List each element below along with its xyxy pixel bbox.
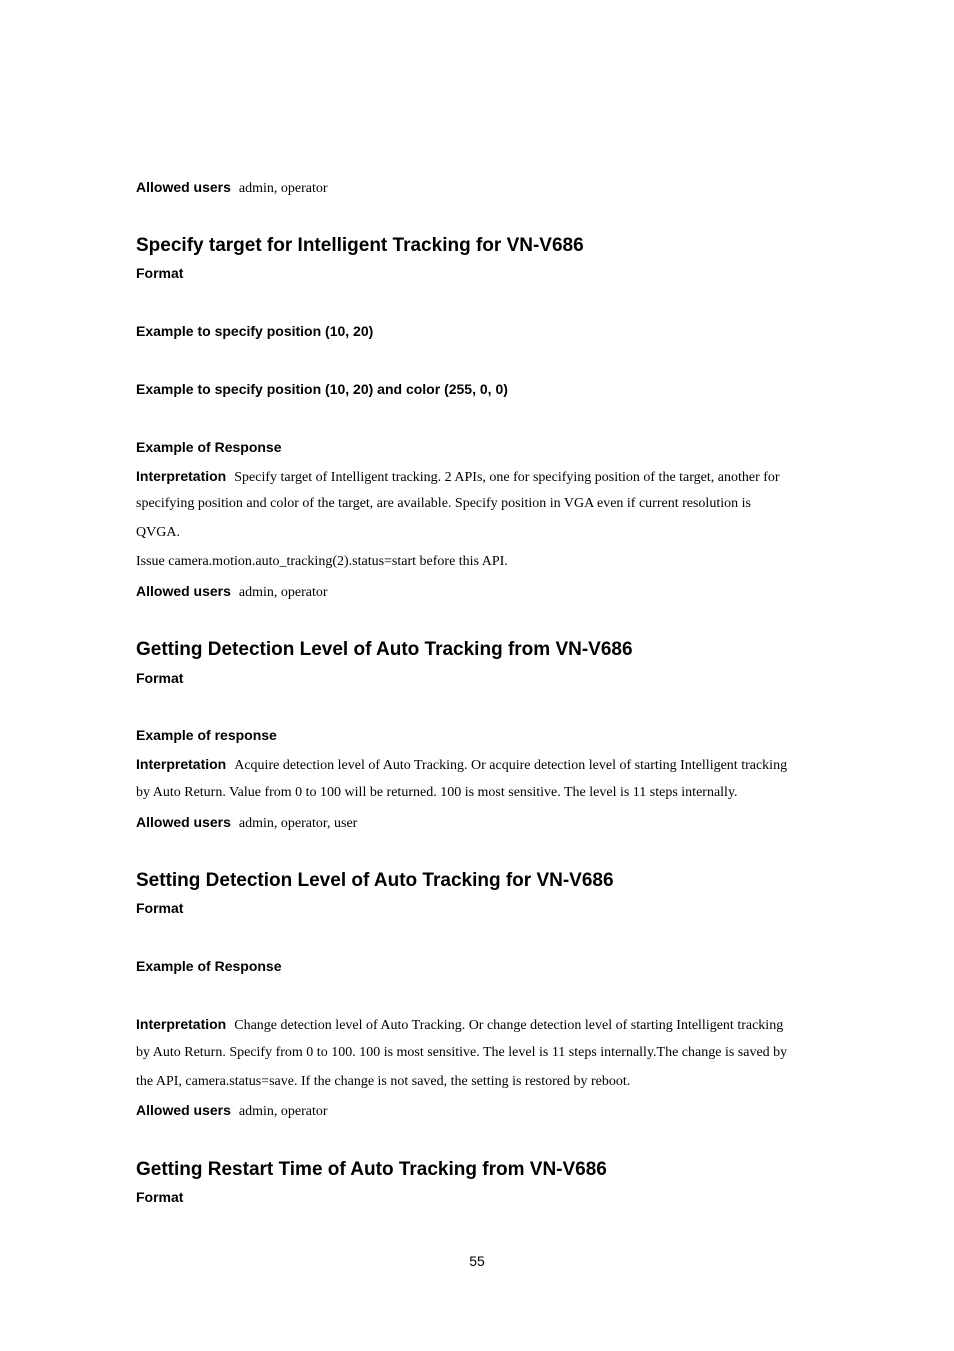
section-title: Specify target for Intelligent Tracking for VN-V686 (136, 235, 584, 256)
example-response-label: Example of Response (136, 958, 282, 974)
format-label: Format (136, 265, 184, 281)
allowed-users-value: admin, operator (238, 1104, 328, 1119)
interpretation-text: Specify target of Intelligent tracking. 2 APIs, one for specifying position of the target, another for (234, 470, 780, 485)
interpretation-text: Issue camera.motion.auto_tracking(2).status=start before this API. (136, 554, 508, 569)
format-label: Format (136, 670, 184, 686)
format-label: Format (136, 1189, 184, 1205)
interpretation-text: by Auto Return. Specify from 0 to 100. 100 is most sensitive. The level is 11 steps internally.The change is saved by (136, 1045, 788, 1060)
interpretation-text: by Auto Return. Value from 0 to 100 will be returned. 100 is most sensitive. The level is 11 steps internally. (136, 785, 738, 800)
example-response-label: Example of Response (136, 439, 282, 455)
interpretation-text: Change detection level of Auto Tracking. Or change detection level of starting Intelligent tracking (234, 1018, 784, 1033)
allowed-users-value: admin, operator, user (238, 816, 358, 831)
allowed-users-label: Allowed users (136, 814, 231, 830)
example-label: Example to specify position (10, 20) and color (255, 0, 0) (136, 381, 508, 397)
allowed-users-label: Allowed users (136, 583, 231, 599)
page-number: 55 (469, 1253, 485, 1269)
format-label: Format (136, 900, 184, 916)
allowed-users-row (136, 584, 328, 600)
example-response-label: Example of response (136, 727, 277, 743)
allowed-users-value: admin, operator (238, 181, 328, 196)
allowed-users-label: Allowed users (136, 179, 231, 195)
interpretation-row (136, 757, 787, 773)
interpretation-text: Acquire detection level of Auto Tracking. Or acquire detection level of starting Intelligent tracking (234, 758, 788, 773)
interpretation-row (136, 469, 780, 485)
example-label: Example to specify position (10, 20) (136, 323, 374, 339)
section-title: Setting Detection Level of Auto Tracking for VN-V686 (136, 870, 614, 891)
allowed-users-value: admin, operator (238, 585, 328, 600)
interpretation-label: Interpretation (136, 468, 227, 484)
allowed-users-label: Allowed users (136, 1102, 231, 1118)
section-title: Getting Restart Time of Auto Tracking from VN-V686 (136, 1159, 607, 1180)
interpretation-label: Interpretation (136, 756, 227, 772)
allowed-users-row (136, 1103, 328, 1119)
section-title: Getting Detection Level of Auto Tracking from VN-V686 (136, 639, 633, 660)
allowed-users-row (136, 815, 357, 831)
interpretation-text: QVGA. (136, 525, 180, 540)
interpretation-text: the API, camera.status=save. If the change is not saved, the setting is restored by reboot. (136, 1074, 631, 1089)
interpretation-text: specifying position and color of the target, are available. Specify position in VGA even if current resolution is (136, 496, 751, 511)
allowed-users-row (136, 180, 328, 196)
interpretation-label: Interpretation (136, 1016, 227, 1032)
interpretation-row (136, 1017, 783, 1033)
